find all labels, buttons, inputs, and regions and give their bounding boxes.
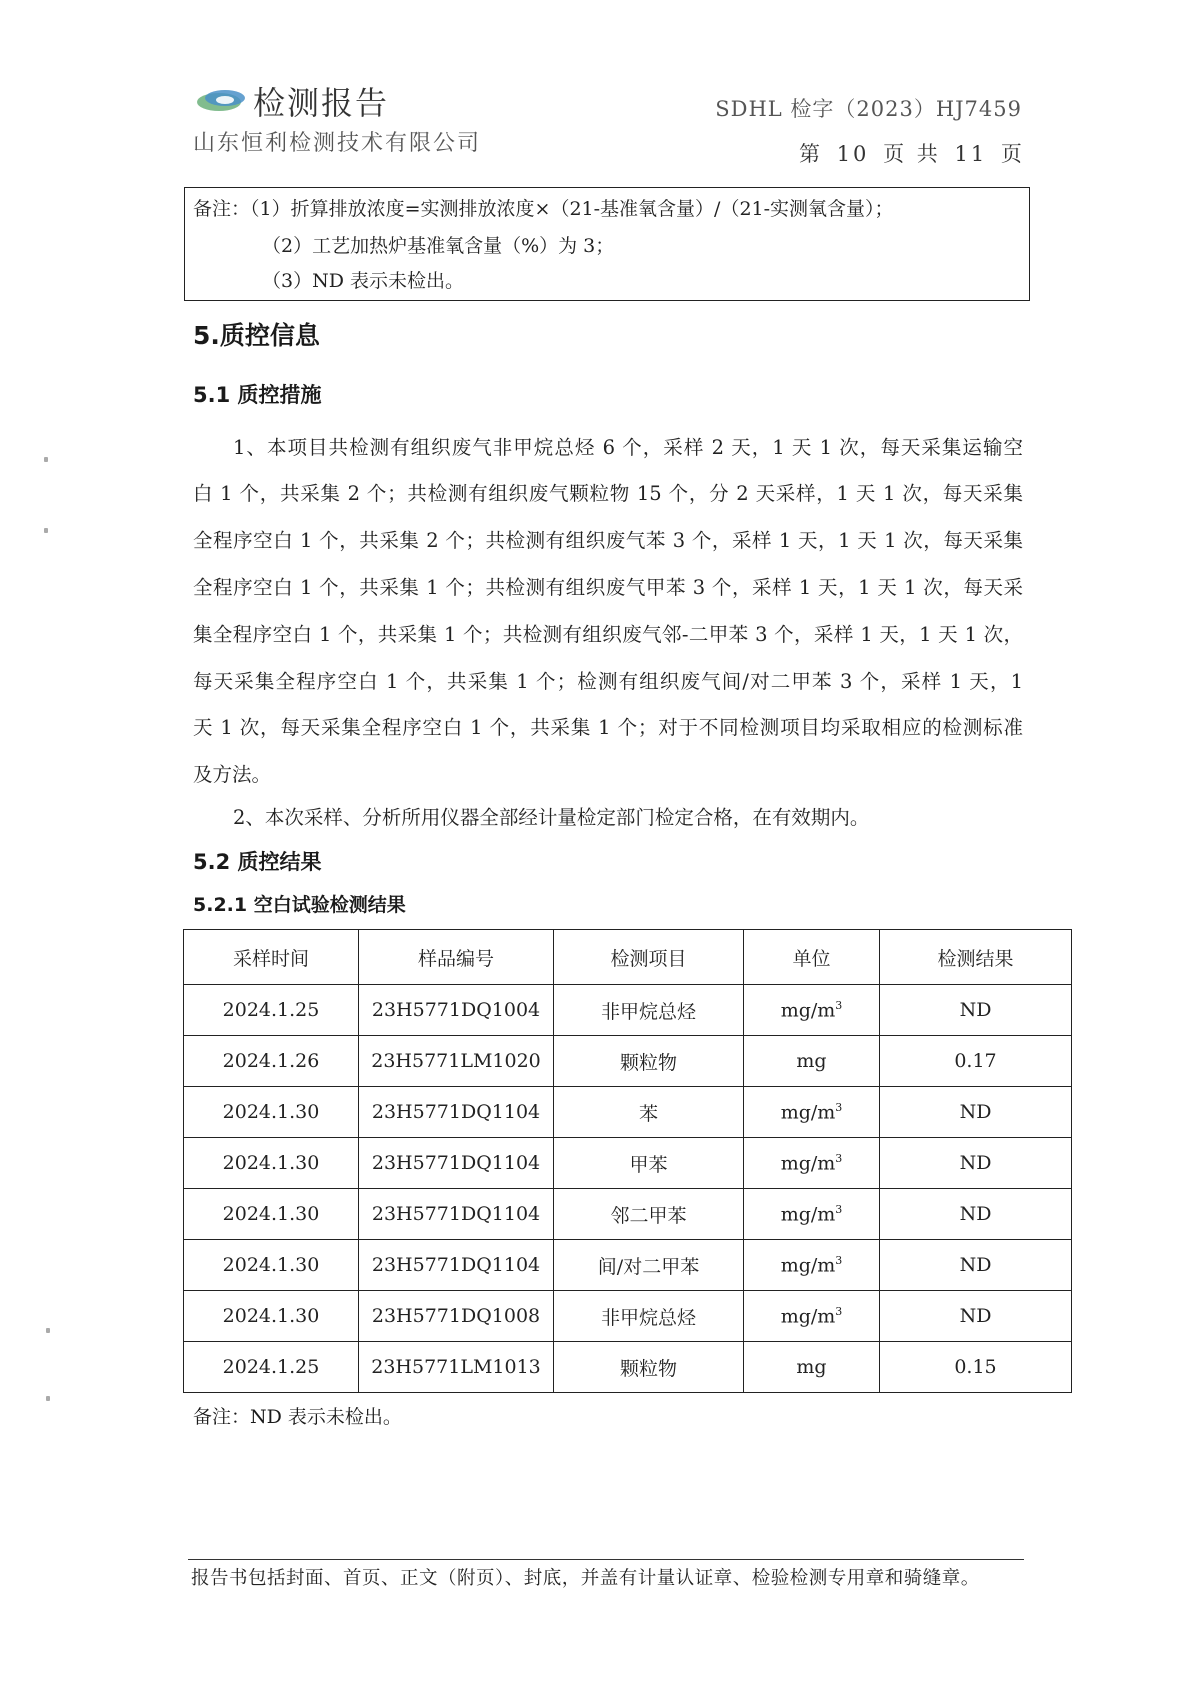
scan-speck bbox=[44, 457, 48, 462]
unit-superscript: 3 bbox=[835, 1100, 843, 1114]
subsection-title: 5.2 质控结果 bbox=[193, 850, 322, 874]
table-row bbox=[184, 1342, 1072, 1393]
cell-sample-id: 23H5771LM1013 bbox=[359, 1342, 554, 1393]
page-indicator bbox=[797, 138, 1027, 168]
cell-item: 非甲烷总烃 bbox=[554, 1291, 744, 1342]
subsubsection-title: 5.2.1 空白试验检测结果 bbox=[193, 894, 406, 916]
unit-base: mg/m bbox=[780, 1101, 836, 1124]
company-logo bbox=[195, 80, 255, 120]
table-header-row bbox=[184, 930, 1072, 985]
paragraph-line: 全程序空白 1 个，共采集 2 个；共检测有组织废气苯 3 个，采样 1 天，1 天 1 次，每天采集 bbox=[193, 529, 1023, 552]
unit-base: mg/m bbox=[780, 1203, 836, 1226]
blank-test-results-table bbox=[183, 929, 1072, 1393]
cell-sample-id: 23H5771DQ1104 bbox=[359, 1138, 554, 1189]
cell-date: 2024.1.25 bbox=[184, 1342, 359, 1393]
paragraph-line: 集全程序空白 1 个，共采集 1 个；共检测有组织废气邻-二甲苯 3 个，采样 1 天，1 天 1 次， bbox=[193, 623, 1023, 646]
note-item: （2）工艺加热炉基准氧含量（%）为 3； bbox=[262, 235, 615, 257]
paragraph-line: 白 1 个，共采集 2 个；共检测有组织废气颗粒物 15 个，分 2 天采样，1 天 1 次，每天采集 bbox=[193, 482, 1023, 505]
cell-result: ND bbox=[880, 1291, 1072, 1342]
unit-base: mg bbox=[796, 1050, 827, 1072]
cell-unit bbox=[744, 1342, 880, 1393]
cell-item: 甲苯 bbox=[554, 1138, 744, 1189]
page-suffix: 页 bbox=[1000, 142, 1025, 166]
unit-superscript: 3 bbox=[835, 1202, 843, 1216]
paragraph-line: 全程序空白 1 个，共采集 1 个；共检测有组织废气甲苯 3 个，采样 1 天，1 天 1 次，每天采 bbox=[193, 576, 1023, 599]
cell-unit bbox=[744, 1291, 880, 1342]
cell-item: 非甲烷总烃 bbox=[554, 985, 744, 1036]
table-row bbox=[184, 1138, 1072, 1189]
paragraph-line: 及方法。 bbox=[193, 763, 272, 786]
table-row bbox=[184, 1240, 1072, 1291]
paragraph-line: 每天采集全程序空白 1 个，共采集 1 个；检测有组织废气间/对二甲苯 3 个，采样 1 天，1 bbox=[193, 670, 1023, 693]
cell-sample-id: 23H5771DQ1004 bbox=[359, 985, 554, 1036]
column-header: 检测项目 bbox=[554, 930, 744, 985]
unit-superscript: 3 bbox=[835, 1253, 843, 1267]
unit-base: mg/m bbox=[780, 1254, 836, 1277]
cell-unit bbox=[744, 1036, 880, 1087]
note-item: （3）ND 表示未检出。 bbox=[262, 270, 464, 292]
cell-result: ND bbox=[880, 1087, 1072, 1138]
unit-superscript: 3 bbox=[835, 1151, 843, 1165]
table-row bbox=[184, 1189, 1072, 1240]
cell-item: 间/对二甲苯 bbox=[554, 1240, 744, 1291]
table-row bbox=[184, 985, 1072, 1036]
cell-date: 2024.1.25 bbox=[184, 985, 359, 1036]
cell-result: ND bbox=[880, 985, 1072, 1036]
report-number: SDHL 检字（2023）HJ7459 bbox=[715, 97, 1022, 121]
footer-rule bbox=[188, 1559, 1024, 1560]
cell-result: ND bbox=[880, 1189, 1072, 1240]
cell-result: ND bbox=[880, 1138, 1072, 1189]
page-prefix: 第 bbox=[799, 142, 823, 166]
cell-unit bbox=[744, 985, 880, 1036]
column-header: 采样时间 bbox=[184, 930, 359, 985]
cell-date: 2024.1.30 bbox=[184, 1189, 359, 1240]
table-row bbox=[184, 1036, 1072, 1087]
cell-date: 2024.1.30 bbox=[184, 1240, 359, 1291]
cell-sample-id: 23H5771DQ1008 bbox=[359, 1291, 554, 1342]
cell-date: 2024.1.30 bbox=[184, 1291, 359, 1342]
unit-base: mg/m bbox=[780, 1305, 836, 1328]
cell-unit bbox=[744, 1087, 880, 1138]
column-header: 单位 bbox=[744, 930, 880, 985]
unit-base: mg/m bbox=[780, 1152, 836, 1175]
note-line-1 bbox=[193, 194, 894, 221]
paragraph-line: 2、本次采样、分析所用仪器全部经计量检定部门检定合格，在有效期内。 bbox=[233, 806, 870, 829]
paragraph-line: 天 1 次，每天采集全程序空白 1 个，共采集 1 个；对于不同检测项目均采取相应的检测标准 bbox=[193, 716, 1023, 739]
unit-superscript: 3 bbox=[835, 998, 843, 1012]
cell-date: 2024.1.30 bbox=[184, 1138, 359, 1189]
report-title: 检测报告 bbox=[253, 84, 390, 122]
cell-item: 邻二甲苯 bbox=[554, 1189, 744, 1240]
cell-sample-id: 23H5771DQ1104 bbox=[359, 1087, 554, 1138]
notes-label: 备注： bbox=[193, 198, 251, 220]
page-total: 11 bbox=[954, 142, 988, 166]
table-row bbox=[184, 1087, 1072, 1138]
scan-speck bbox=[46, 1396, 50, 1401]
section-title: 5.质控信息 bbox=[193, 321, 320, 350]
note-item: （1）折算排放浓度=实测排放浓度×（21-基准氧含量）/（21-实测氧含量）； bbox=[250, 198, 894, 220]
subsection-title: 5.1 质控措施 bbox=[193, 383, 322, 407]
cell-sample-id: 23H5771DQ1104 bbox=[359, 1240, 554, 1291]
cell-item: 颗粒物 bbox=[554, 1342, 744, 1393]
scan-speck bbox=[44, 528, 48, 533]
cell-result: ND bbox=[880, 1240, 1072, 1291]
cell-result: 0.17 bbox=[880, 1036, 1072, 1087]
unit-base: mg bbox=[796, 1356, 827, 1378]
cell-sample-id: 23H5771LM1020 bbox=[359, 1036, 554, 1087]
page-current: 10 bbox=[836, 142, 870, 166]
company-name: 山东恒利检测技术有限公司 bbox=[193, 131, 482, 156]
page-mid: 页 共 bbox=[883, 142, 941, 166]
cell-unit bbox=[744, 1138, 880, 1189]
cell-date: 2024.1.26 bbox=[184, 1036, 359, 1087]
footer-text: 报告书包括封面、首页、正文（附页）、封底，并盖有计量认证章、检验检测专用章和骑缝章。 bbox=[191, 1568, 980, 1589]
cell-result: 0.15 bbox=[880, 1342, 1072, 1393]
cell-unit bbox=[744, 1189, 880, 1240]
scan-speck bbox=[46, 1328, 50, 1333]
table-row bbox=[184, 1291, 1072, 1342]
unit-base: mg/m bbox=[780, 999, 836, 1022]
column-header: 检测结果 bbox=[880, 930, 1072, 985]
cell-sample-id: 23H5771DQ1104 bbox=[359, 1189, 554, 1240]
cell-date: 2024.1.30 bbox=[184, 1087, 359, 1138]
cell-item: 颗粒物 bbox=[554, 1036, 744, 1087]
cell-item: 苯 bbox=[554, 1087, 744, 1138]
unit-superscript: 3 bbox=[835, 1304, 843, 1318]
paragraph-line: 1、本项目共检测有组织废气非甲烷总烃 6 个，采样 2 天，1 天 1 次，每天采集运输空 bbox=[233, 436, 1023, 459]
cell-unit bbox=[744, 1240, 880, 1291]
table-note: 备注：ND 表示未检出。 bbox=[193, 1406, 402, 1428]
column-header: 样品编号 bbox=[359, 930, 554, 985]
